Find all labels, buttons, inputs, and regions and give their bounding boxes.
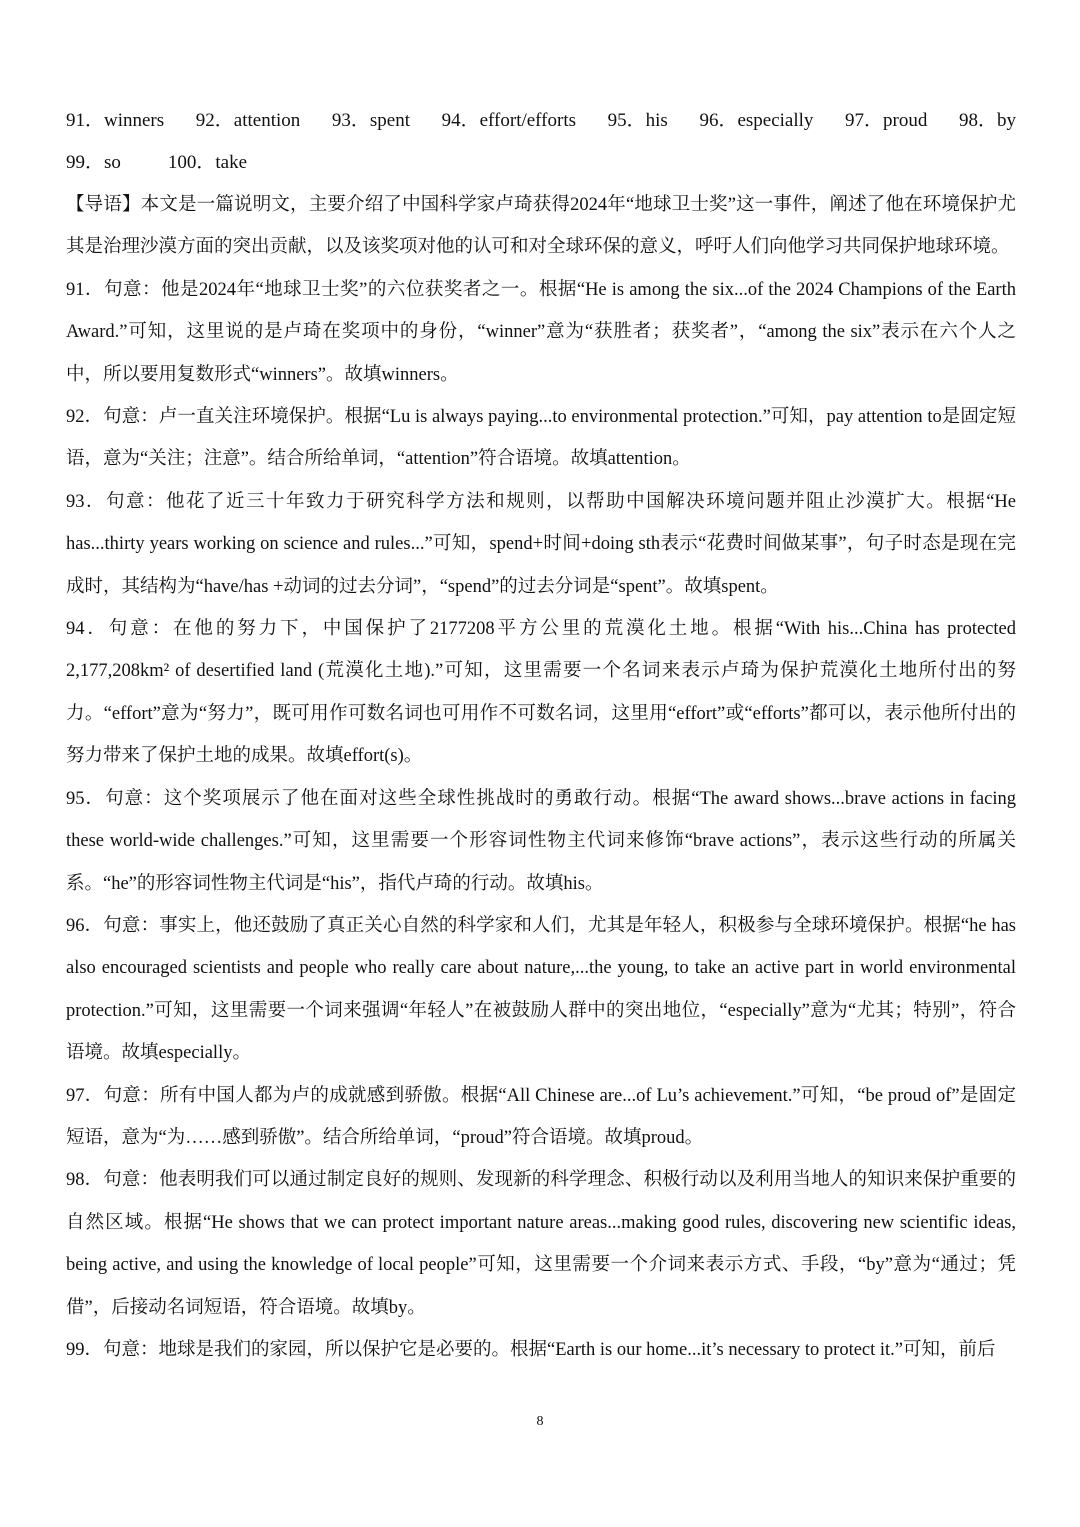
explanation-93: 93．句意：他花了近三十年致力于研究科学方法和规则，以帮助中国解决环境问题并阻止沙漠扩大。根据“He has...thirty years working on science and rules...”可知，spend+时间+doing sth表示“花费时间做某事”，句子时态是现在完成时，其结构为“have/has +动词的过去分词”，“spend”的过去分词是“spent”。故填spent。: [66, 491, 1016, 597]
explanation-99: 99．句意：地球是我们的家园，所以保护它是必要的。根据“Earth is our home...it’s necessary to protect it.”可知，前后: [66, 1339, 996, 1360]
answer-98: 98．by: [958, 110, 1016, 131]
explanation-body: [66, 184, 1016, 1371]
explanation-92: 92．句意：卢一直关注环境保护。根据“Lu is always paying...to environmental protection.”可知，pay attention to是固定短语，意为“关注；注意”。结合所给单词，“attention”符合语境。故填attention。: [66, 407, 1016, 470]
answer-91: 91．winners: [66, 110, 165, 131]
page-number: 8: [536, 1414, 544, 1429]
explanation-97: 97．句意：所有中国人都为卢的成就感到骄傲。根据“All Chinese are...of Lu’s achievement.”可知，“be proud of”是固定短语，意为“为……感到骄傲”。结合所给单词，“proud”符合语境。故填proud。: [66, 1085, 1016, 1148]
explanation-94: 94．句意：在他的努力下，中国保护了2177208平方公里的荒漠化土地。根据“With his...China has protected 2,177,208km² of desertified land (荒漠化土地).”可知，这里需要一个名词来表示卢琦为保护荒漠化土地所付出的努力。“effort”意为“努力”，既可用作可数名词也可用作不可数名词，这里用“effort”或“efforts”都可以，表示他所付出的努力带来了保护土地的成果。故填effort(s)。: [66, 619, 1016, 767]
explanation-91: 91．句意：他是2024年“地球卫士奖”的六位获奖者之一。根据“He is among the six...of the 2024 Champions of the Earth Award.”可知，这里说的是卢琦在奖项中的身份，“winner”意为“获胜者；获奖者”，“among the six”表示在六个人之中，所以要用复数形式“winners”。故填winners。: [66, 279, 1016, 385]
answer-row-2: [66, 142, 1016, 184]
explanation-98: 98．句意：他表明我们可以通过制定良好的规则、发现新的科学理念、积极行动以及利用当地人的知识来保护重要的自然区域。根据“He shows that we can protect important nature areas...making good rules, discovering new scientific ideas, being active, and using the knowledge of local people”可知，这里需要一个介词来表示方式、手段，“by”意为“通过；凭借”，后接动名词短语，符合语境。故填by。: [66, 1170, 1016, 1318]
answer-97: 97．proud: [845, 110, 928, 131]
answer-row-1: [66, 100, 1016, 142]
answer-95: 95．his: [607, 110, 668, 131]
answer-94: 94．effort/efforts: [441, 110, 576, 131]
answer-100: 100．take: [167, 152, 248, 173]
answer-92: 92．attention: [195, 110, 301, 131]
explanation-95: 95．句意：这个奖项展示了他在面对这些全球性挑战时的勇敢行动。根据“The award shows...brave actions in facing these world-wide challenges.”可知，这里需要一个形容词性物主代词来修饰“brave actions”，表示这些行动的所属关系。“he”的形容词性物主代词是“his”，指代卢琦的行动。故填his。: [66, 788, 1016, 894]
answer-96: 96．especially: [699, 110, 814, 131]
answer-99: 99．so: [66, 152, 121, 173]
intro-paragraph: 【导语】本文是一篇说明文，主要介绍了中国科学家卢琦获得2024年“地球卫士奖”这一事件，阐述了他在环境保护尤其是治理沙漠方面的突出贡献，以及该奖项对他的认可和对全球环保的意义，呼吁人们向他学习共同保护地球环境。: [66, 195, 1016, 258]
answer-key: [66, 100, 1016, 184]
answer-93: 93．spent: [331, 110, 410, 131]
explanation-96: 96．句意：事实上，他还鼓励了真正关心自然的科学家和人们，尤其是年轻人，积极参与全球环境保护。根据“he has also encouraged scientists and people who really care about nature,...the young, to take an active part in world environmental protection.”可知，这里需要一个词来强调“年轻人”在被鼓励人群中的突出地位，“especially”意为“尤其；特别”，符合语境。故填especially。: [66, 915, 1016, 1064]
